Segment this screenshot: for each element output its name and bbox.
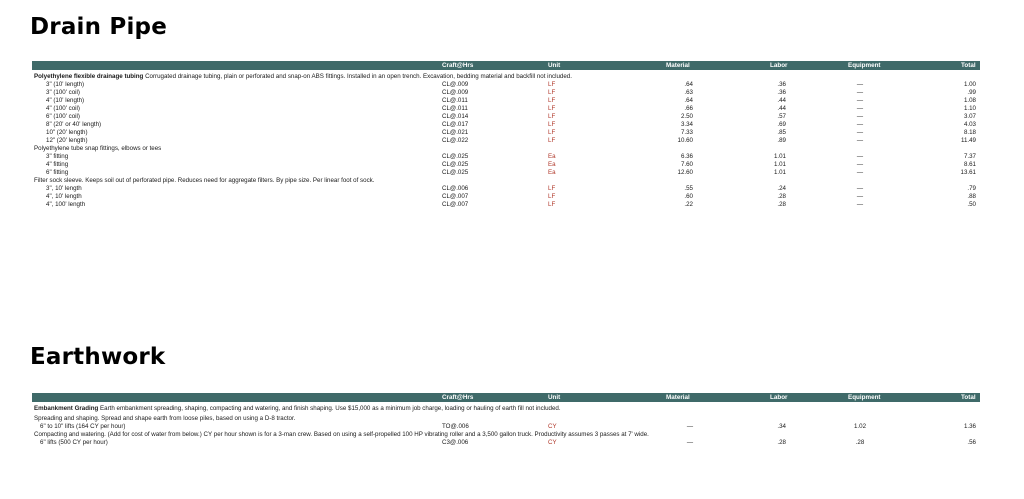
row-labor: .34	[777, 423, 786, 430]
row-material: 2.50	[680, 113, 693, 120]
row-total: .99	[967, 89, 976, 96]
drain-pipe-table	[32, 61, 980, 209]
row-craft: C3@.006	[442, 439, 469, 446]
row-equipment: 1.02	[853, 423, 867, 430]
table-row	[32, 423, 980, 431]
table-row	[32, 153, 980, 161]
row-craft: CL@.021	[442, 129, 469, 136]
row-labor: .28	[777, 439, 786, 446]
row-equipment: —	[856, 113, 864, 120]
sock-label: Filter sock sleeve. Keeps soil out of perforated pipe. Reduces need for aggregate filters. By pipe size. Per linear foot of sock.	[34, 177, 375, 184]
row-equipment: —	[856, 161, 864, 168]
row-desc: 4", 100' length	[46, 201, 86, 208]
row-total: 3.07	[963, 113, 976, 120]
row-material: —	[686, 423, 693, 430]
row-craft: CL@.025	[442, 169, 469, 176]
table-header	[32, 61, 980, 70]
row-unit: Ea	[548, 169, 556, 176]
row-desc: 6" to 10" lifts (164 CY per hour)	[40, 423, 126, 430]
row-labor: .44	[777, 105, 786, 112]
row-labor: .89	[777, 137, 786, 144]
row-total: 7.37	[963, 153, 976, 160]
row-craft: CL@.009	[442, 81, 469, 88]
row-craft: CL@.025	[442, 161, 469, 168]
row-total: 1.10	[963, 105, 976, 112]
drain-rows-fittings	[32, 153, 980, 177]
row-labor: .36	[777, 89, 786, 96]
table-row	[32, 185, 980, 193]
row-unit: LF	[548, 129, 556, 136]
row-desc: 3", 10' length	[46, 185, 82, 192]
row-material: 12.60	[677, 169, 693, 176]
row-material: .55	[684, 185, 693, 192]
header-material: Material	[666, 62, 690, 69]
row-labor: 1.01	[773, 153, 786, 160]
row-unit: CY	[548, 423, 557, 430]
row-craft: CL@.007	[442, 201, 469, 208]
row-desc: 8" (20' or 40' length)	[46, 121, 102, 128]
row-unit: LF	[548, 185, 556, 192]
row-labor: 1.01	[773, 169, 786, 176]
row-desc: 6" fitting	[46, 169, 69, 176]
row-equipment: —	[856, 201, 864, 208]
row-equipment: —	[856, 89, 864, 96]
row-material: —	[686, 439, 693, 446]
row-desc: 3" (10' length)	[46, 81, 85, 88]
row-desc: 4" fitting	[46, 161, 69, 168]
drain-intro-text: Corrugated drainage tubing, plain or perforated and snap-on ABS fittings. Installed in an open trench. Excavation, bedding material and backfill not included.	[143, 73, 572, 80]
table-row	[32, 81, 980, 89]
row-craft: CL@.017	[442, 121, 469, 128]
row-desc: 6" lifts (500 CY per hour)	[40, 439, 108, 446]
row-total: 4.03	[963, 121, 976, 128]
table-header	[32, 393, 980, 402]
row-unit: LF	[548, 193, 556, 200]
drain-intro	[32, 73, 594, 81]
row-craft: TO@.006	[442, 423, 469, 430]
row-material: .64	[684, 97, 693, 104]
row-equipment: —	[856, 105, 864, 112]
row-desc: 4" (10' length)	[46, 97, 85, 104]
row-material: 3.34	[680, 121, 693, 128]
table-row	[32, 113, 980, 121]
row-desc: 3" fitting	[46, 153, 69, 160]
row-equipment: —	[856, 137, 864, 144]
row-material: 10.60	[677, 137, 693, 144]
row-labor: .44	[777, 97, 786, 104]
row-material: 7.60	[680, 161, 693, 168]
row-material: 7.33	[680, 129, 693, 136]
table-row	[32, 161, 980, 169]
table-row	[32, 129, 980, 137]
header-labor: Labor	[770, 394, 788, 401]
header-labor: Labor	[770, 62, 788, 69]
row-labor: .24	[777, 185, 786, 192]
row-desc: 6" (100' coil)	[46, 113, 80, 120]
drain-rows-tubing	[32, 81, 980, 145]
row-desc: 10" (20' length)	[46, 129, 88, 136]
row-equipment: —	[856, 153, 864, 160]
row-craft: CL@.006	[442, 185, 469, 192]
table-row	[32, 439, 980, 447]
row-equipment: —	[856, 169, 864, 176]
row-total: .56	[967, 439, 976, 446]
earthwork-title: Earthwork	[30, 344, 166, 370]
row-unit: LF	[548, 137, 556, 144]
row-material: .66	[684, 105, 693, 112]
row-labor: 1.01	[773, 161, 786, 168]
row-unit: Ea	[548, 153, 556, 160]
row-unit: LF	[548, 97, 556, 104]
row-labor: .28	[777, 201, 786, 208]
header-unit: Unit	[548, 62, 561, 69]
row-labor: .36	[777, 81, 786, 88]
row-labor: .85	[777, 129, 786, 136]
row-unit: LF	[548, 105, 556, 112]
row-craft: CL@.007	[442, 193, 469, 200]
row-total: 1.36	[963, 423, 976, 430]
drain-pipe-title: Drain Pipe	[30, 14, 168, 40]
header-unit: Unit	[548, 394, 561, 401]
header-equipment: Equipment	[848, 394, 881, 401]
row-equipment: —	[856, 121, 864, 128]
row-material: .63	[684, 89, 693, 96]
earth-intro-text: Earth embankment spreading, shaping, compacting and watering, and finish shaping. Use $15,000 as a minimum job charge, loading or hauling of earth fill not included.	[98, 405, 561, 412]
row-equipment: —	[856, 97, 864, 104]
earthwork-table	[32, 393, 980, 447]
row-craft: CL@.022	[442, 137, 469, 144]
compact-label: Compacting and watering. (Add for cost of water from below.) CY per hour shown is for a 3-man crew. Based on using a self-propelled 100 HP vibrating roller and a 3,500 gallon truck. Productivity assumes 3 passes at 7' wide.	[34, 431, 649, 438]
row-desc: 4" (100' coil)	[46, 105, 80, 112]
row-unit: LF	[548, 201, 556, 208]
row-total: 8.18	[963, 129, 976, 136]
row-unit: LF	[548, 113, 556, 120]
row-unit: LF	[548, 81, 556, 88]
row-total: 11.49	[960, 137, 976, 144]
header-equipment: Equipment	[848, 62, 881, 69]
drain-intro-bold: Polyethylene flexible drainage tubing	[34, 73, 144, 80]
row-equipment: —	[856, 185, 864, 192]
row-equipment: —	[856, 193, 864, 200]
row-craft: CL@.009	[442, 89, 469, 96]
row-total: 13.61	[960, 169, 976, 176]
row-unit: LF	[548, 121, 556, 128]
fittings-label: Polyethylene tube snap fittings, elbows or tees	[34, 145, 162, 152]
row-material: 6.36	[680, 153, 693, 160]
table-row	[32, 193, 980, 201]
header-total: Total	[961, 62, 976, 69]
table-row	[32, 201, 980, 209]
spread-label: Spreading and shaping. Spread and shape earth from loose piles, based on using a D-8 tractor.	[34, 415, 296, 422]
table-row	[32, 137, 980, 145]
table-row	[32, 105, 980, 113]
row-total: .88	[967, 193, 976, 200]
table-row	[32, 89, 980, 97]
header-total: Total	[961, 394, 976, 401]
row-labor: .69	[777, 121, 786, 128]
row-labor: .28	[777, 193, 786, 200]
row-equipment: —	[856, 81, 864, 88]
row-total: 8.61	[963, 161, 976, 168]
header-material: Material	[666, 394, 690, 401]
row-unit: Ea	[548, 161, 556, 168]
row-material: .64	[684, 81, 693, 88]
row-desc: 4", 10' length	[46, 193, 82, 200]
earth-intro-bold: Embankment Grading	[34, 405, 99, 412]
row-equipment: —	[856, 129, 864, 136]
row-total: .50	[967, 201, 976, 208]
row-desc: 3" (100' coil)	[46, 89, 80, 96]
row-material: .22	[684, 201, 693, 208]
row-unit: CY	[548, 439, 557, 446]
row-total: 1.08	[963, 97, 976, 104]
drain-rows-sock	[32, 185, 980, 209]
row-craft: CL@.025	[442, 153, 469, 160]
row-desc: 12" (20' length)	[46, 137, 88, 144]
row-unit: LF	[548, 89, 556, 96]
row-material: .60	[684, 193, 693, 200]
row-labor: .57	[777, 113, 786, 120]
row-craft: CL@.011	[442, 105, 468, 112]
earth-intro	[32, 405, 594, 413]
header-craft: Craft@Hrs	[442, 394, 474, 401]
header-craft: Craft@Hrs	[442, 62, 474, 69]
table-row	[32, 97, 980, 105]
table-row	[32, 121, 980, 129]
row-craft: CL@.011	[442, 97, 468, 104]
row-craft: CL@.014	[442, 113, 469, 120]
row-total: 1.00	[963, 81, 976, 88]
table-row	[32, 169, 980, 177]
row-equipment: .28	[855, 439, 865, 446]
row-total: .79	[967, 185, 976, 192]
